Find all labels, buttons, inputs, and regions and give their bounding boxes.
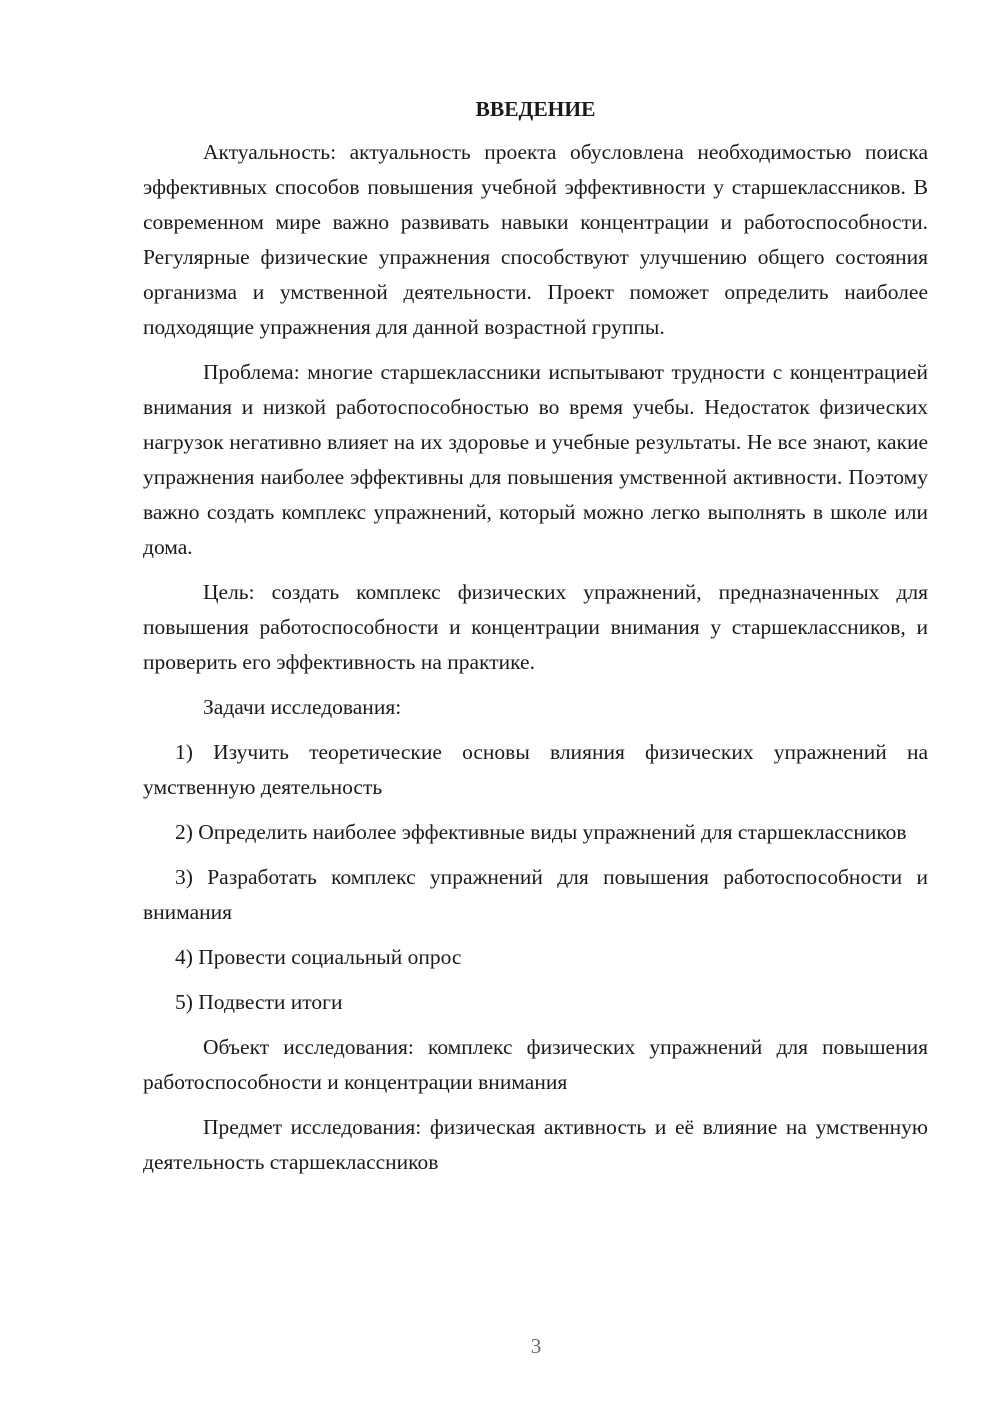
- task-item-4: 4) Провести социальный опрос: [175, 945, 462, 969]
- task-item-2: 2) Определить наиболее эффективные виды упражнений для старшеклассников: [175, 820, 907, 844]
- task-item-1: 1) Изучить теоретические основы влияния физических упражнений на умственную деятельность: [143, 740, 928, 799]
- section-heading: ВВЕДЕНИЕ: [475, 97, 596, 121]
- goal-paragraph: Цель: создать комплекс физических упражнений, предназначенных для повышения работоспособности и концентрации внимания у старшеклассников, и проверить его эффективность на практике.: [143, 580, 928, 674]
- page-content: [143, 92, 928, 1190]
- problem-paragraph: Проблема: многие старшеклассники испытывают трудности с концентрацией внимания и низкой работоспособностью во время учебы. Недостаток физических нагрузок негативно влияет на их здоровье и учебные результаты. Не все знают, какие упражнения наиболее эффективны для повышения умственной активности. Поэтому важно создать комплекс упражнений, который можно легко выполнять в школе или дома.: [143, 360, 928, 559]
- page-number: 3: [530, 1334, 542, 1358]
- object-paragraph: Объект исследования: комплекс физических упражнений для повышения работоспособности и концентрации внимания: [143, 1035, 928, 1094]
- subject-paragraph: Предмет исследования: физическая активность и её влияние на умственную деятельность старшеклассников: [143, 1115, 928, 1174]
- task-item-5: 5) Подвести итоги: [175, 990, 343, 1014]
- relevance-paragraph: Актуальность: актуальность проекта обусловлена необходимостью поиска эффективных способов повышения учебной эффективности у старшеклассников. В современном мире важно развивать навыки концентрации и работоспособности. Регулярные физические упражнения способствуют улучшению общего состояния организма и умственной деятельности. Проект поможет определить наиболее подходящие упражнения для данной возрастной группы.: [143, 140, 928, 339]
- tasks-title: Задачи исследования:: [203, 695, 402, 719]
- task-item-3: 3) Разработать комплекс упражнений для повышения работоспособности и внимания: [143, 865, 928, 924]
